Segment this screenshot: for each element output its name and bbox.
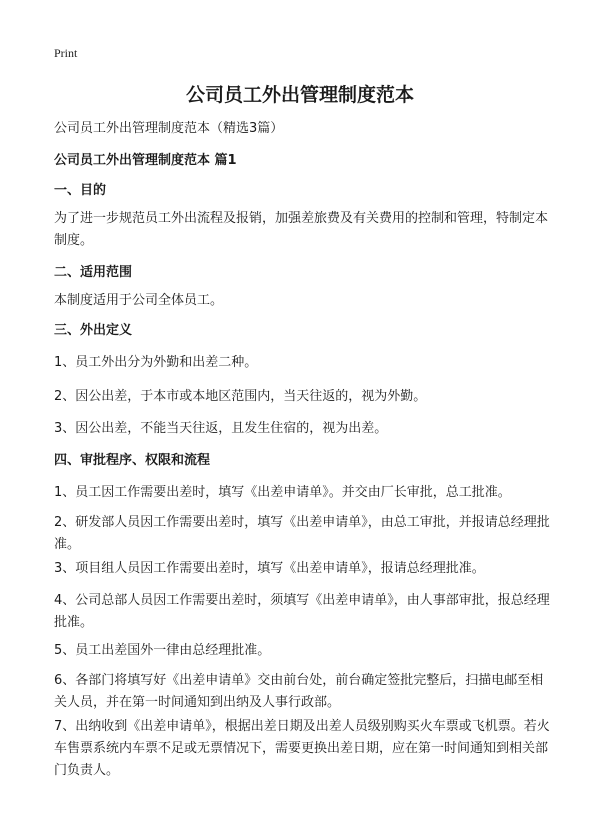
- paragraph: 7、出纳收到《出差申请单》，根据出差日期及出差人员级别购买火车票或飞机票。若火车售票系统内车票不足或无票情况下，需要更换出差日期，应在第一时间通知到相关部门负责人。: [54, 719, 550, 778]
- document-subtitle: 公司员工外出管理制度范本（精选3篇）: [54, 121, 284, 136]
- paragraph: 本制度适用于公司全体员工。: [54, 293, 224, 308]
- paragraph: 为了进一步规范员工外出流程及报销，加强差旅费及有关费用的控制和管理，特制定本制度。: [54, 211, 549, 248]
- paragraph: 1、员工因工作需要出差时，填写《出差申请单》。并交由厂长审批，总工批准。: [54, 485, 511, 500]
- paragraph: 1、员工外出分为外勤和出差二种。: [54, 355, 258, 370]
- paragraph: 4、公司总部人员因工作需要出差时，须填写《出差申请单》，由人事部审批，报总经理批准。: [54, 593, 550, 630]
- section-heading-approval: 四、审批程序、权限和流程: [54, 453, 211, 468]
- paragraph: 2、因公出差，于本市或本地区范围内，当天往返的，视为外勤。: [54, 389, 427, 404]
- section-heading-purpose: 一、目的: [54, 183, 107, 198]
- document-title: 公司员工外出管理制度范本: [185, 84, 414, 106]
- section-heading-definition: 三、外出定义: [54, 323, 133, 338]
- paragraph: 3、项目组人员因工作需要出差时，填写《出差申请单》，报请总经理批准。: [54, 561, 485, 576]
- article-title: 公司员工外出管理制度范本 篇1: [54, 153, 237, 168]
- paragraph: 3、因公出差，不能当天往返，且发生住宿的，视为出差。: [54, 421, 388, 436]
- print-link[interactable]: Print: [54, 46, 78, 60]
- section-heading-scope: 二、适用范围: [54, 265, 133, 280]
- paragraph: 5、员工出差国外一律由总经理批准。: [54, 643, 271, 658]
- paragraph: 2、研发部人员因工作需要出差时，填写《出差申请单》，由总工审批，并报请总经理批准。: [54, 515, 550, 552]
- paragraph: 6、各部门将填写好《出差申请单》交由前台处，前台确定签批完整后，扫描电邮至相关人员，并在第一时间通知到出纳及人事行政部。: [54, 673, 544, 710]
